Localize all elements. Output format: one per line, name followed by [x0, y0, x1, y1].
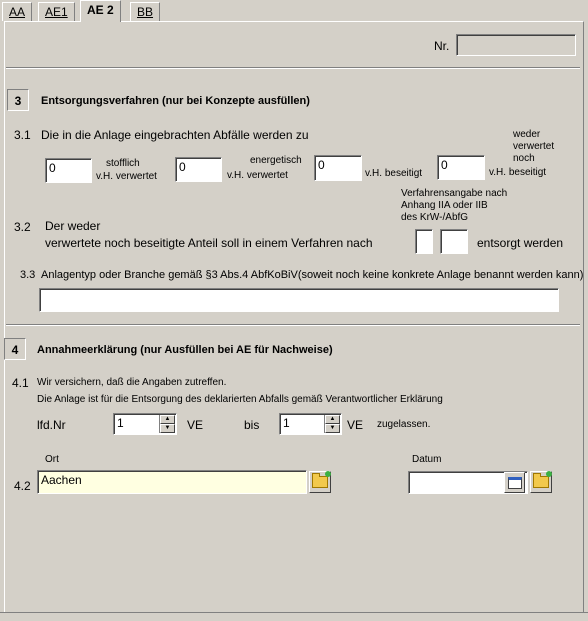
- spin-up-icon[interactable]: ▲: [325, 415, 340, 424]
- s32-suffix: entsorgt werden: [477, 236, 564, 250]
- energetisch-label-2: v.H. verwertet: [227, 170, 288, 181]
- lfd-label: lfd.Nr: [37, 418, 66, 432]
- anlagentyp-field[interactable]: [39, 288, 559, 312]
- bottom-border: [0, 612, 588, 613]
- tab-ae1[interactable]: [38, 2, 75, 21]
- spin-down-icon[interactable]: ▼: [325, 424, 340, 433]
- s33-number: 3.3: [20, 269, 36, 281]
- folder-open-icon: [533, 476, 549, 488]
- tab-aa[interactable]: [2, 2, 32, 21]
- weder-label-1: weder: [513, 129, 541, 140]
- spin-down-icon[interactable]: ▼: [160, 424, 175, 433]
- bis-label: bis: [244, 418, 260, 432]
- s41-line-1: Wir versichern, daß die Angaben zutreffen.: [37, 377, 227, 388]
- datum-folder-button[interactable]: [530, 471, 552, 493]
- ve-label-2: VE: [347, 418, 364, 432]
- ve-label-1: VE: [187, 418, 204, 432]
- beseitigt-label: v.H. beseitigt: [365, 168, 423, 179]
- lfd-from-value: 1: [117, 416, 124, 430]
- energetisch-label-1: energetisch: [250, 155, 302, 166]
- stofflich-field[interactable]: 0: [45, 158, 92, 183]
- verfahren-field-2[interactable]: [440, 229, 468, 254]
- form-panel: [4, 21, 584, 613]
- energetisch-field[interactable]: 0: [175, 157, 222, 182]
- tab-ae2-label: AE 2: [87, 3, 114, 17]
- section-4-title: Annahmeerklärung (nur Ausfüllen bei AE für Nachweise): [37, 344, 333, 356]
- tab-ae1-label: AE1: [45, 5, 68, 19]
- section-3-number: 3: [7, 89, 29, 111]
- s32-hint-3: des KrW-/AbfG: [401, 212, 469, 223]
- stofflich-label-2: v.H. verwertet: [96, 171, 157, 182]
- tab-bar: [0, 0, 588, 22]
- tab-bb-label: BB: [137, 5, 154, 19]
- s41-number: 4.1: [12, 376, 29, 390]
- lfd-to-value: 1: [283, 416, 290, 430]
- weder-label-3: noch: [513, 153, 535, 164]
- nr-field[interactable]: [456, 34, 576, 56]
- weder-label-4: v.H. beseitigt: [489, 167, 547, 178]
- ort-label: Ort: [45, 454, 59, 465]
- spin-up-icon[interactable]: ▲: [160, 415, 175, 424]
- s31-number: 3.1: [14, 128, 31, 142]
- weder-field[interactable]: 0: [437, 155, 485, 180]
- lfd-to-spin[interactable]: [324, 415, 340, 433]
- datum-label: Datum: [412, 454, 442, 465]
- divider: [6, 324, 580, 326]
- s32-line-2: verwertete noch beseitigte Anteil soll in einem Verfahren nach: [45, 236, 373, 250]
- datum-calendar-button[interactable]: [504, 472, 525, 493]
- s31-text: Die in die Anlage eingebrachten Abfälle werden zu: [41, 128, 309, 142]
- tab-bb[interactable]: [130, 2, 160, 21]
- s32-number: 3.2: [14, 220, 31, 234]
- tab-ae2[interactable]: [80, 0, 121, 22]
- beseitigt-field[interactable]: 0: [314, 155, 362, 181]
- s32-hint-2: Anhang IIA oder IIB: [401, 200, 488, 211]
- stofflich-label-1: stofflich: [106, 158, 140, 169]
- s32-hint-1: Verfahrensangabe nach: [401, 188, 508, 199]
- divider: [6, 67, 580, 69]
- verfahren-field-1[interactable]: [415, 229, 433, 254]
- tab-aa-label: AA: [9, 5, 26, 19]
- s41-suffix: zugelassen.: [377, 419, 431, 430]
- s42-number: 4.2: [14, 479, 31, 493]
- nr-label: Nr.: [434, 39, 450, 53]
- weder-label-2: verwertet: [513, 141, 555, 152]
- ort-field[interactable]: Aachen: [37, 470, 307, 494]
- section-3-title: Entsorgungsverfahren (nur bei Konzepte ausfüllen): [41, 95, 310, 107]
- s33-text: Anlagentyp oder Branche gemäß §3 Abs.4 AbfKoBiV(soweit noch keine konkrete Anlage benannt werden kann): [41, 269, 584, 281]
- folder-open-icon: [312, 476, 328, 488]
- section-4-number: 4: [4, 338, 26, 360]
- s41-line-2: Die Anlage ist für die Entsorgung des deklarierten Abfalls gemäß Verantwortlicher Erklärung: [37, 394, 443, 405]
- calendar-icon: [508, 477, 522, 489]
- ort-folder-button[interactable]: [309, 471, 331, 493]
- lfd-from-spin[interactable]: [159, 415, 175, 433]
- s32-line-1: Der weder: [45, 219, 101, 233]
